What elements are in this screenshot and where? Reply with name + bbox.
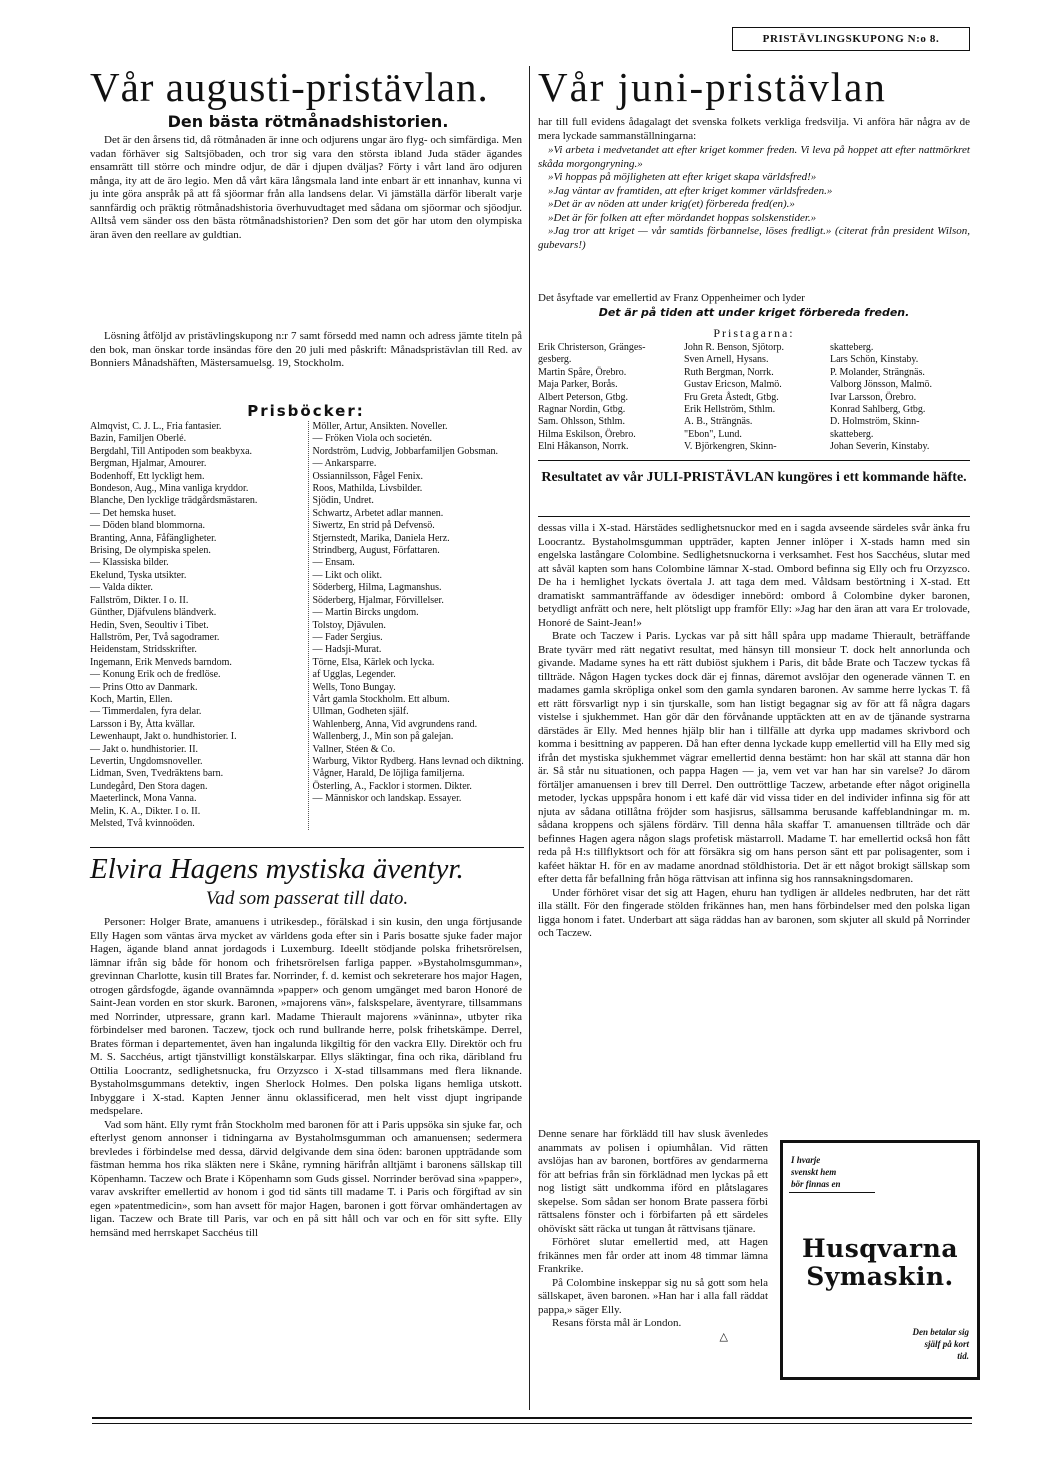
elvira-subhead: Vad som passerat till dato. (205, 888, 409, 909)
book-entry: Bondeson, Aug., Mina vanliga kryddor. (90, 483, 249, 495)
book-entry: Österling, A., Facklor i stormen. Dikter. (312, 780, 472, 792)
bottom-rule (92, 1417, 972, 1419)
winner-entry: Konrad Sahlberg, Gtbg. (830, 404, 926, 416)
end-mark-icon: △ (719, 1330, 728, 1343)
elvira-top-rule (90, 847, 524, 848)
juni-rule-2 (538, 516, 970, 517)
winner-entry: skatteberg. (830, 342, 874, 353)
ad-brand-1: Husqvarna (801, 1234, 959, 1263)
winners-heading: Pristagarna: (713, 326, 795, 340)
book-entry: Blanche, Den lycklige trädgårdsmästaren. (90, 495, 258, 507)
book-entry: Vårt gamla Stockholm. Ett album. (312, 693, 450, 705)
narrow-paragraph-4: Resans första mål är London. (552, 1317, 682, 1329)
juni-intro (538, 116, 970, 143)
continued-paragraph-2: Brate och Taczew i Paris. Lyckas var på sitt håll spåra upp madame Thierault, beträffande Brate tyvärr med rätt negativt resultat, med hänsyn till monsieur T. dock helt annorlunda och givande. Madame synes ha ett rätt dubiöst sjukhem i Paris, dit både Brate och Taczew tyckas få tillträde. Någon Hagen tyckes dock där ej finnas, däremot avslöjar den ogenerade vännen T. en madames gamla skröpliga onkel som den gamla syndaren baronen. Av samme herre lyckas T. få ett rätt försvarligt nyp i sin tjurskalle, som han listigt begagnar sig av för att få några dagars vistelse i sjukhemmet. Han gör där den förvånande upptäckten att en av de tjänande systrarna därstädes är Elly. Med hennes hjälp blir han i tillfälle att dyrka upp madames skrivbord och komma i besittning av papperen. Då han efter denna lyckade kupp emellertid vill ha Elly med sig ifrån det mystiska sjukhemmet vägrar emellertid denna bestämt: hon har skäl att stanna där hon är. Så står nu situationen, och pappa Hagen — ja, vem vet var han har sin varelse? Jo därom förtäljer amanuensen i brev till Derrel. Den outtröttlige Taczew, arbetande efter något originella metoder, lyckas uppspåra honom i ett kafé där vid vissa tider en del individer infinna sig för att njuta av sådana otillåtna fröjder som hasjisrus, sällsamma berusande kaffeblandningar m. m. sådana kroppens och själens fördärv. Till denna håla skaffar T. amanuensen tillträde och där befinnes Hagen agera någon slags profetisk mästarroll. Madame T. har emellertid också hon fått reda på H:s tillflyktsort och för att försäkra sig om hans person sänt ett par polisagenter, som i kaféet häktar H. för en av madame anordnad stöldhistoria. Det är ett något brokigt sällskap som efter detta får befallning från höga rättvisan att infinna sig hos rannsakningsdomaren. (538, 630, 970, 885)
winners-list (538, 342, 972, 454)
husqvarna-ad (780, 1140, 980, 1380)
book-entry: Tolstoy, Djävulen. (312, 619, 386, 631)
book-entry: Roos, Mathilda, Livsbilder. (312, 483, 423, 495)
book-entry: Bazin, Familjen Oberlé. (90, 433, 187, 445)
book-entry: — Ensam. (312, 557, 355, 569)
books-right-column (308, 421, 525, 830)
winner-entry: Elni Håkanson, Norrk. (538, 441, 629, 453)
elvira-paragraph-1: Personer: Holger Brate, amanuens i utrikesdep., förälskad i sin kusin, den unga förtjusande Elly Hagen som väntas ärva mycket av världens goda efter sin i Paris bosatte sjuke fader major Hagen, ägande bland annat jordagods i Luxemburg. Ideellt stödjande polska frihetsrörelsen, lämnar ifrån sig både för honom och frihetsrörelsen farliga papper. »Bystaholmsgumman», grevinnan Charlotte, kusin till Brates far. Norrinder, f. d. kemist och sekreterare hos major Hagen, otrogen gårdsfogde, ägande ovannämnda »papper» och genom umgänget med baron Honoré de Saint-Jean vorden en stor skurk. Baronen, »majorens vän», falskspelare, äventyrare, tillsammans med Norrinder, utpressare, grann karl. Madame Thierault majorens »väninna», utbyter rika förbindelser med baronen. Taczew, tjock och rund bullrande herre, polsk frihetskämpe. Derrel, Brates förman i departementet, även han ingalunda likgiltig för den vackra Elly. Direktör och fru M. S. Sacchéus, artigt tjänstvilligt konstälskarpar. Ellys släktingar, fina och rika, däribland fru Ottilia Loocrantz, sedlighetsnucka, fru Orzyzsco i X-stad tillsammans med flera liknande. Bystaholmsgummans detektiv, ingen Sherlock Holmes. Den polska ligans hemliga utskott. Inbyggare i X-stad. Kapten Jenner ännu oklassificerad, men helt visst djupt ingripande medspelare. (90, 916, 522, 1117)
winner-entry: Albert Peterson, Gtbg. (538, 391, 628, 403)
juni-quote: »Jag tror att kriget — vår samtids förbannelse, löses fredligt.» (citerat från president Wilson, gubevars!) (538, 225, 970, 251)
winner-entry: Sven Arnell, Hysans. (684, 354, 769, 366)
juni-quote: »Det är av nöden att under krig(et) förbereda fred(en).» (548, 198, 795, 210)
elvira-headline: Elvira Hagens mystiska äventyr. (90, 853, 464, 885)
book-entry: Schwartz, Arbetet adlar mannen. (312, 507, 444, 519)
continued-paragraph-3: Under förhöret visar det sig att Hagen, ehuru han tydligen är alldeles nedbruten, har det rätt illa ställt. För den fingerade stölden frikännes han, men hans förbindelser med den polska ligan ligga honom i fatet. Underbart att säga räddas han av baronen, som skjuter all skuld på Norrinder och Taczew. (538, 886, 970, 939)
book-entry: — Det hemska huset. (90, 507, 177, 519)
book-entry: Törne, Elsa, Kärlek och lycka. (312, 656, 435, 668)
book-entry: Ingemann, Erik Menveds barndom. (90, 656, 232, 668)
continued-paragraph-1: dessas villa i X-stad. Härstädes sedlighetsnuckor med en i sagda avseende särdeles svår änka fru Loocrantz. Bystaholmsgumman uppträder, kapten Jenner inlöper i X-stads hamn med sin engelska lastångare Colombine. Sedlighetsnuckorna i verksamhet. Fest hos Sacchéus, slutar med att såväl kapten som hans Colombine lämnar X-stad. Ombord befinna sig Elly och fru Orzyzsco. De ha i hemlighet lyckats övertala J. att taga dem med. Våldsam bestörtning i X-stad. Ett dramatiskt sammanträffande av ödesdiger innebörd: ombord å Colombine dyker baronen, betydligt anfrätt och nere, helt plötsligt upp framför Elly: »Jag har den äran att vara Er trolovade, Honoré de Saint-Jean!» (538, 522, 970, 629)
ad-tag-underline (789, 1192, 875, 1193)
book-entry: — Timmerdalen, fyra delar. (90, 706, 202, 718)
book-entry: — Likt och olikt. (312, 569, 382, 581)
winner-entry: Valborg Jönsson, Malmö. (830, 379, 933, 391)
august-paragraph-1: Det är den årsens tid, då rötmånaden är inne och odjurens ungar äro flyg- och simfärdiga. Men vadan förhäver sig Saltsjöbaden, och tror sig vara den största ibland Juda städer ägandes ensamrätt till större och mindre odjur, de där i djupen dväljas? Förty i vårt land äro odjuren många, ity att de äro legio. Men då vårt kära långsmala land inte enbart är ett innanhav, kunna vi ju inte göra anspråk på att få sjöormar från alla landsens delar. Vi jämställa därför liberalt varje sannfärdig och präktig rötmånadshistoria överhuvudtaget med sådana om sjöormar och sjöodjur. Alltså vem sänder oss den bästa rötmånadshistorien? Den som det gör har utom den olympiska äran även den reellare av guldtian. (90, 134, 522, 241)
juni-headline: Vår juni-pristävlan (538, 64, 887, 110)
elvira-continued (538, 522, 970, 941)
book-entry: Warburg, Viktor Rydberg. Hans levnad och diktning. (312, 755, 524, 767)
august-headline: Vår augusti-pristävlan. (90, 64, 489, 110)
winner-entry: Martin Spåre, Örebro. (538, 366, 627, 378)
book-entry: Bodenhoff, Ett lyckligt hem. (90, 470, 205, 482)
book-entry: Fallström, Dikter. I o. II. (90, 594, 189, 606)
winner-entry: Erik Hellström, Sthlm. (684, 404, 776, 416)
book-entry: — Konung Erik och de fredlöse. (90, 669, 221, 681)
winner-entry: skatteberg. (830, 428, 874, 440)
book-entry: Bergdahl, Till Antipoden som beakbyxa. (90, 445, 253, 457)
coupon-box (732, 27, 970, 51)
book-entry: Lewenhaupt, Jakt o. hundhistorier. I. (90, 731, 237, 743)
book-entry: Branting, Anna, Fåfängligheter. (90, 532, 217, 544)
winner-entry: Gustav Ericson, Malmö. (684, 379, 782, 391)
book-entry: Nordström, Ludvig, Jobbarfamiljen Gobsman. (312, 445, 499, 457)
narrow-paragraph-3: På Colombine inskeppar sig nu så gott som hela sällskapet, även baronen. »Han har i alla fall räddat pappa,» säger Elly. (538, 1276, 768, 1316)
book-entry: Söderberg, Hilma, Lagmanshus. (312, 582, 442, 594)
winner-entry: Erik Christerson, Gränges- (538, 342, 646, 353)
ad-footer-1: Den betalar sig (912, 1327, 969, 1337)
book-entry: — Prins Otto av Danmark. (90, 681, 198, 693)
book-entry: — Valda dikter. (90, 582, 153, 594)
juni-quote: »Jag väntar av framtiden, att efter kriget kommer världsfreden.» (548, 184, 833, 197)
juni-quote: »Det är för folken att efter mördandet hoppas solskenstider.» (548, 211, 817, 224)
result-notice: Resultatet av vår JULI-PRISTÄVLAN kungöres i ett kommande häfte. (541, 470, 967, 485)
juni-quotes (538, 144, 970, 252)
juni-quote: »Vi hoppas på möjligheten att efter kriget skapa världsfred!» (548, 171, 817, 183)
book-entry: Günther, Djäfvulens bländverk. (90, 607, 217, 619)
book-entry: Ossiannilsson, Fågel Fenix. (312, 470, 424, 482)
winner-entry: Ruth Bergman, Norrk. (684, 366, 774, 378)
winner-entry: V. Björkengren, Skinn- (684, 441, 777, 453)
book-entry: Siwertz, En strid på Defvensö. (312, 520, 435, 532)
winner-entry: John R. Benson, Sjötorp. (684, 342, 785, 353)
book-entry: — Klassiska bilder. (90, 557, 169, 569)
august-subhead: Den bästa rötmånadshistorien. (167, 112, 449, 131)
juni-paragraph-1: har till full evidens ådagalagt det svenska folkets verkliga fredsvilja. Vi anföra här några av de mera lyckade sammanställningarna: (538, 116, 970, 142)
book-entry: — Människor och landskap. Essayer. (312, 793, 462, 805)
winner-entry: Ragnar Nordin, Gtbg. (538, 404, 626, 416)
winner-entry: "Ebon", Lund. (684, 428, 742, 440)
book-entry: — Döden bland blommorna. (90, 520, 205, 532)
book-entry: — Ankarsparre. (312, 458, 377, 470)
book-entry: — Martin Bircks ungdom. (312, 607, 419, 619)
august-intro (90, 134, 522, 242)
winner-entry: Maja Parker, Borås. (538, 379, 618, 391)
ad-footer-3: tid. (957, 1351, 969, 1361)
book-entry: af Ugglas, Legender. (312, 669, 396, 681)
elvira-body (90, 916, 522, 1240)
book-entry: Heidenstam, Stridsskrifter. (90, 644, 197, 656)
narrow-paragraph: Denne senare har förklädd till hav slusk ävenledes anammats av polisen i opiumhålan. Vid rätten avslöjas han av baronen, bortföres av gendarmerna för att befrias från sin förklädnad men lyckas på ett nog listigt sätt undkomma iförd en plåtslagares skepelse. Som sådan ser honom Brate passera förbi rättsalens fönster och i förbifarten på ett särdeles ohövískt sätt räcka ut tungan åt rättvisans tjänare. (538, 1128, 768, 1235)
column-divider (529, 66, 530, 1410)
book-entry: — Hadsji-Murat. (312, 644, 382, 656)
book-entry: Stjernstedt, Marika, Daniela Herz. (312, 532, 450, 544)
book-entry: Söderberg, Hjalmar, Förvillelser. (312, 594, 444, 606)
winner-entry: Fru Greta Åstedt, Gtbg. (684, 391, 779, 403)
juni-motto: Det är på tiden att under kriget förbereda freden. (598, 306, 910, 319)
juni-paragraph-2: Det åsyftade var emellertid av Franz Oppenheimer och lyder (538, 292, 805, 304)
books-list (90, 421, 524, 830)
winner-entry: A. B., Strängnäs. (684, 416, 753, 428)
book-entry: Vågner, Harald, De löjliga familjerna. (312, 768, 465, 780)
winners-column-2 (684, 342, 826, 454)
winner-entry: Lars Schön, Kinstaby. (830, 354, 919, 366)
ad-brand-2: Symaskin. (806, 1262, 954, 1291)
book-entry: Bergman, Hjalmar, Amourer. (90, 458, 207, 470)
bottom-rule-thin (92, 1423, 972, 1424)
august-instructions (90, 330, 522, 371)
elvira-narrow-column (538, 1128, 768, 1344)
book-entry: Hedin, Sven, Seoultiv i Tibet. (90, 619, 209, 631)
book-entry: Larsson i By, Åtta kvällar. (90, 718, 195, 730)
book-entry: Maeterlinck, Mona Vanna. (90, 793, 197, 805)
ad-tagline-1: I hvarje (791, 1155, 821, 1165)
winner-entry: gesberg. (538, 354, 572, 366)
book-entry: Wells, Tono Bungay. (312, 681, 396, 693)
book-entry: Wallenberg, J., Min son på galejan. (312, 731, 454, 743)
book-entry: Almqvist, C. J. L., Fria fantasier. (90, 421, 222, 432)
winners-column-3 (830, 342, 972, 454)
ad-tagline-3: bör finnas en (791, 1179, 841, 1189)
book-entry: Hallström, Per, Två sagodramer. (90, 631, 220, 643)
winner-entry: Ivar Larsson, Örebro. (830, 391, 917, 403)
book-entry: — Jakt o. hundhistorier. II. (90, 743, 199, 755)
book-entry: Sjödin, Undret. (312, 495, 374, 507)
books-heading: Prisböcker: (247, 402, 365, 420)
book-entry: Koch, Martin, Ellen. (90, 693, 173, 705)
book-entry: Levertin, Ungdomsnoveller. (90, 755, 203, 767)
book-entry: — Fader Sergius. (312, 631, 383, 643)
book-entry: Strindberg, August, Författaren. (312, 545, 440, 557)
juni-quote: »Vi arbeta i medvetandet att efter kriget kommer freden. Vi leva på hoppet att efter nattmörkret skåda morgongryning.» (538, 144, 970, 170)
books-left-column (90, 421, 302, 830)
book-entry: Brising, De olympiska spelen. (90, 545, 211, 557)
winner-entry: D. Holmström, Skinn- (830, 416, 920, 428)
coupon-label: PRISTÄVLINGSKUPONG N:o 8. (762, 33, 940, 45)
book-entry: Wahlenberg, Anna, Vid avgrundens rand. (312, 718, 478, 730)
winner-entry: Johan Severin, Kinstaby. (830, 441, 930, 453)
juni-resolution (538, 292, 970, 306)
juni-rule (538, 460, 970, 461)
winner-entry: P. Molander, Strängnäs. (830, 366, 925, 378)
book-entry: Vallner, Stéen & Co. (312, 743, 396, 755)
ad-footer-2: själf på kort (924, 1339, 969, 1349)
narrow-paragraph-2: Förhöret slutar emellertid med, att Hagen frikännes men får order att inom 48 timmar lämna Frankrike. (538, 1236, 768, 1275)
winners-column-1 (538, 342, 680, 454)
book-entry: Ullman, Godheten själf. (312, 706, 409, 718)
ad-tagline-2: svenskt hem (791, 1167, 837, 1177)
book-entry: Melsted, Två kvinnoöden. (90, 818, 195, 829)
book-entry: Lidman, Sven, Tvedräktens barn. (90, 768, 224, 780)
book-entry: Melin, K. A., Dikter. I o. II. (90, 805, 201, 817)
book-entry: Ekelund, Tyska utsikter. (90, 569, 187, 581)
book-entry: Möller, Artur, Ansikten. Noveller. (312, 421, 448, 432)
winner-entry: Hilma Eskilson, Örebro. (538, 428, 636, 440)
book-entry: — Fröken Viola och societén. (312, 433, 432, 445)
winner-entry: Sam. Ohlsson, Sthlm. (538, 416, 625, 428)
elvira-paragraph-2: Vad som hänt. Elly rymt från Stockholm med baronen för att i Paris uppsöka sin sjuke far, och efterlyst genom annonser i tidningarna av Bystaholmsgumman och amanuensen; sedermera brevledes i förbindelse med dessa, därvid delgivande dem sina öden: baronen uppträdande som fästman hemma hos rika släkten nere i Skåne, rymning härifrån alltjämt i baronens sällskap till Köpenhamn. Taczew och Brate i Köpenhamn som Guds gissel. Norrinder berövad sina »papper», varav avskrifter emellertid av honom i god tid sänts till madame T. i Paris och förgiftad av sin egen »patentmedicin», som han avsett för major Hagen, baronen i gott förvar omhändertagen av ligan. Taczew och Brate till Paris, var och en på sitt håll och var och en för sitt syfte. Elly hemsänd med herrskapet Sacchéus till (90, 1118, 522, 1239)
book-entry: Lundegård, Den Stora dagen. (90, 780, 208, 792)
august-paragraph-2: Lösning åtföljd av pristävlingskupong n:r 7 samt försedd med namn och adress jämte titeln på den bok, man önskar torde insändas före den 20 juli med påskrift: Månadspristävlan till Red. av Bonniers Månadshäften, Mästersamuelsg. 19, Stockholm. (90, 330, 522, 369)
